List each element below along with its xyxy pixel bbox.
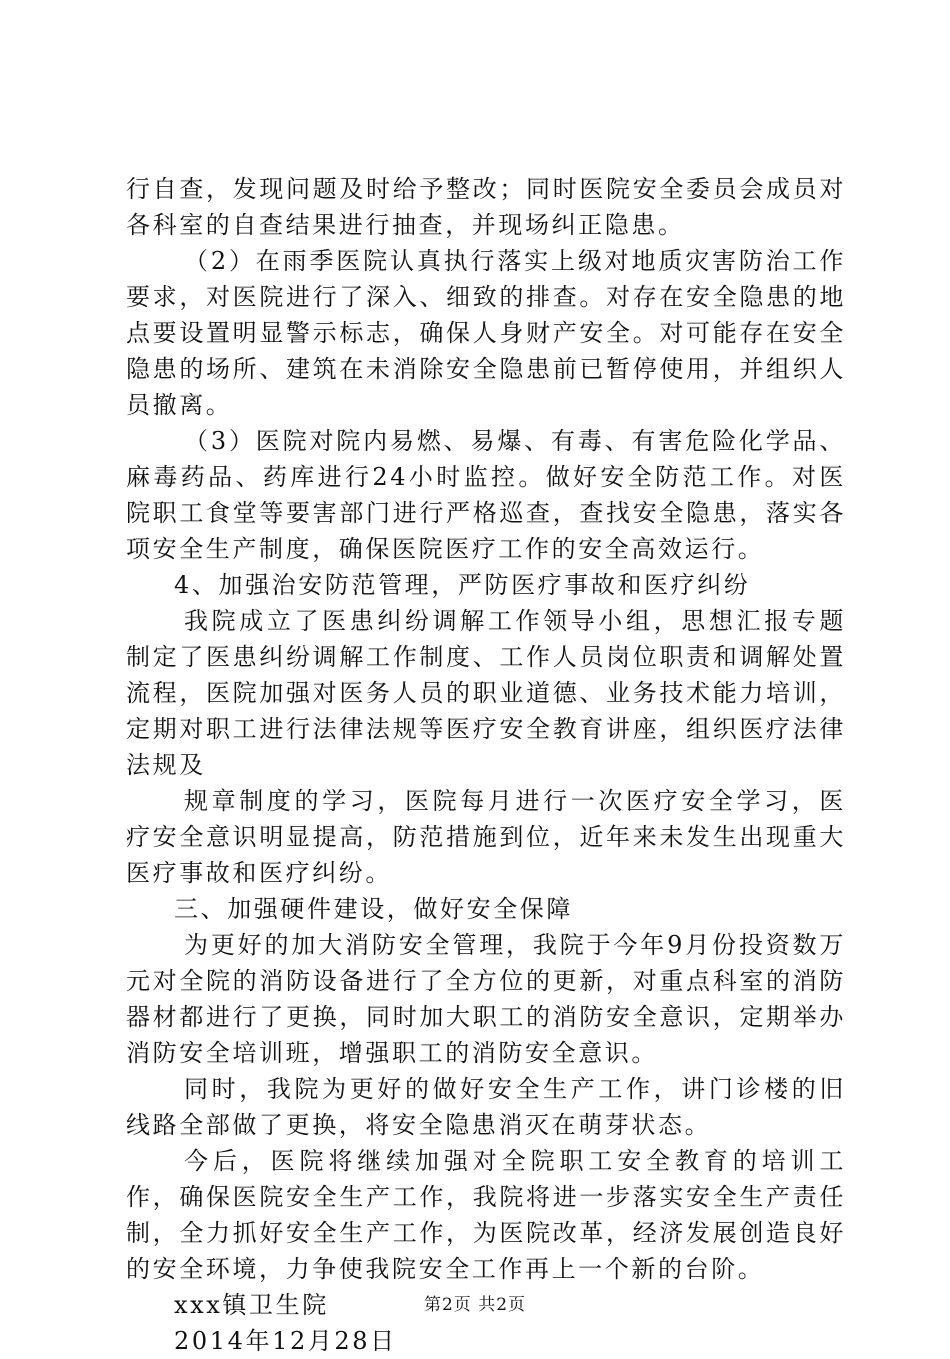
section-heading-4: 4、加强治安防范管理，严防医疗事故和医疗纠纷 bbox=[174, 571, 751, 599]
paragraph-6: 规章制度的学习，医院每月进行一次医疗安全学习，医疗安全意识明显提高，防范措施到位，近年来未发生出现重大医疗事故和医疗纠纷。 bbox=[126, 787, 846, 887]
paragraph-10: 今后，医院将继续加强对全院职工安全教育的培训工作，确保医院安全生产工作，我院将进一步落实安全生产责任制，全力抓好安全生产工作，为医院改革，经济发展创造良好的安全环境，力争使我院安全工作再上一个新的台阶。 bbox=[126, 1147, 846, 1283]
paragraph-8: 为更好的加大消防安全管理，我院于今年9月份投资数万元对全院的消防设备进行了全方位的更新，对重点科室的消防器材都进行了更换，同时加大职工的消防安全意识，定期举办消防安全培训班，增强职工的消防安全意识。 bbox=[126, 931, 846, 1067]
page-number-footer: 第2页 共2页 bbox=[423, 1295, 527, 1315]
signature-organization: xxx镇卫生院 bbox=[174, 1291, 329, 1319]
paragraph-5: 我院成立了医患纠纷调解工作领导小组，思想汇报专题制定了医患纠纷调解工作制度、工作人员岗位职责和调解处置流程，医院加强对医务人员的职业道德、业务技术能力培训，定期对职工进行法律法规等医疗安全教育讲座，组织医疗法律法规及 bbox=[126, 607, 846, 779]
paragraph-1: 行自查，发现问题及时给予整改；同时医院安全委员会成员对各科室的自查结果进行抽查，并现场纠正隐患。 bbox=[126, 175, 846, 239]
section-heading-3: 三、加强硬件建设，做好安全保障 bbox=[174, 895, 573, 923]
paragraph-2: （2）在雨季医院认真执行落实上级对地质灾害防治工作要求，对医院进行了深入、细致的排查。对存在安全隐患的地点要设置明显警示标志，确保人身财产安全。对可能存在安全隐患的场所、建筑在未消除安全隐患前已暂停使用，并组织人员撤离。 bbox=[126, 247, 846, 419]
signature-date: 2014年12月28日 bbox=[174, 1327, 397, 1355]
paragraph-3: （3）医院对院内易燃、易爆、有毒、有害危险化学品、麻毒药品、药库进行24小时监控。做好安全防范工作。对医院职工食堂等要害部门进行严格巡查，查找安全隐患，落实各项安全生产制度，确保医院医疗工作的安全高效运行。 bbox=[126, 427, 846, 563]
document-body bbox=[126, 171, 846, 1359]
paragraph-9: 同时，我院为更好的做好安全生产工作，讲门诊楼的旧线路全部做了更换，将安全隐患消灭在萌芽状态。 bbox=[126, 1075, 846, 1139]
